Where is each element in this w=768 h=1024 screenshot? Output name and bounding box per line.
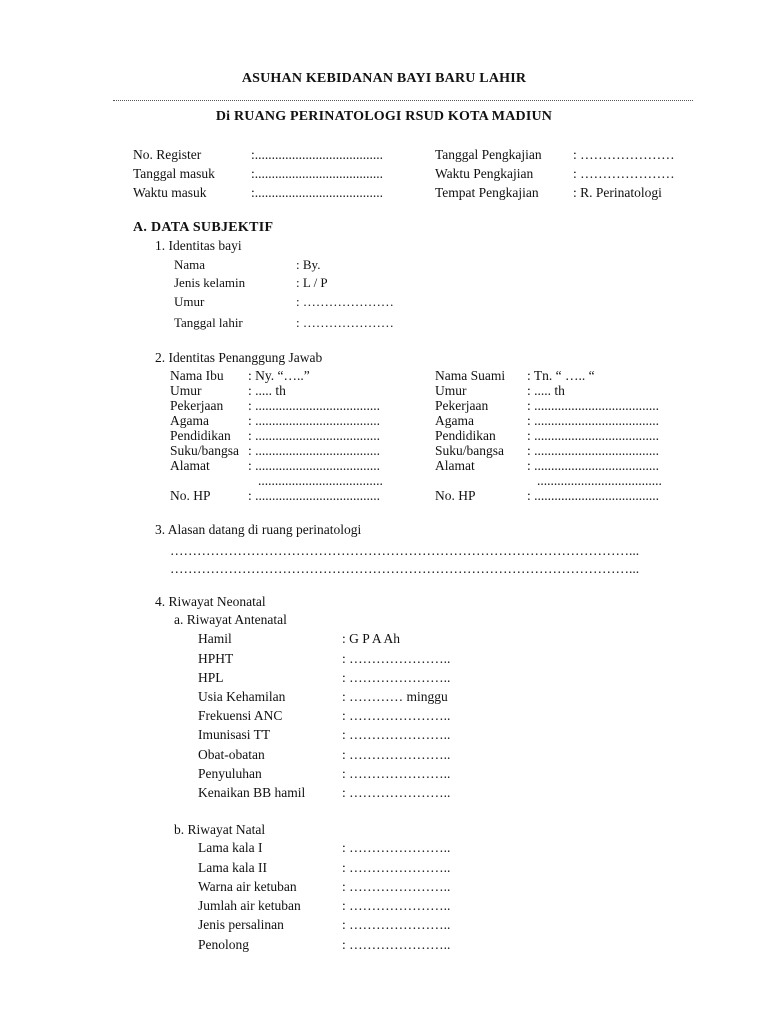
penanggung-jawab-heading: 2. Identitas Penanggung Jawab [155, 350, 323, 365]
lama-kala-2-value: : ………………….. [342, 860, 451, 875]
suku-bangsa-ibu-label: Suku/bangsa [170, 443, 239, 458]
jenis-kelamin-label: Jenis kelamin [174, 275, 246, 290]
hamil-value: : G P A Ah [342, 631, 401, 646]
tanggal-lahir-value: : ………………… [296, 315, 394, 330]
nama-bayi-value: : By. [296, 257, 321, 272]
frekuensi-anc-value: : ………………….. [342, 708, 451, 723]
lama-kala-2-label: Lama kala II [198, 860, 267, 875]
tanggal-masuk-value: :...................................... [251, 166, 384, 181]
nama-suami-label: Nama Suami [435, 368, 506, 383]
jumlah-air-ketuban-value: : ………………….. [342, 898, 451, 913]
lama-kala-1-label: Lama kala I [198, 840, 263, 855]
obat-obatan-value: : ………………….. [342, 747, 451, 762]
alasan-heading: 3. Alasan datang di ruang perinatologi [155, 522, 362, 537]
alamat-suami-label: Alamat [435, 458, 475, 473]
suku-bangsa-suami-label: Suku/bangsa [435, 443, 504, 458]
alamat-ibu-value: : ..................................... [248, 458, 381, 473]
imunisasi-tt-label: Imunisasi TT [198, 727, 271, 742]
alamat-ibu-line2: ..................................... [258, 473, 383, 488]
identitas-bayi-heading: 1. Identitas bayi [155, 238, 242, 253]
kenaikan-bb-label: Kenaikan BB hamil [198, 785, 306, 800]
tempat-pengkajian-label: Tempat Pengkajian [435, 185, 539, 200]
alasan-line-1: …………………………………………………………………………………………... [170, 543, 640, 558]
alamat-suami-line2: ..................................... [537, 473, 662, 488]
tanggal-pengkajian-value: : ………………… [573, 147, 675, 162]
pekerjaan-ibu-label: Pekerjaan [170, 398, 224, 413]
warna-air-ketuban-label: Warna air ketuban [198, 879, 297, 894]
no-register-label: No. Register [133, 147, 202, 162]
usia-kehamilan-value: : ………… minggu [342, 689, 448, 704]
lama-kala-1-value: : ………………….. [342, 840, 451, 855]
penyuluhan-label: Penyuluhan [198, 766, 262, 781]
waktu-pengkajian-label: Waktu Pengkajian [435, 166, 534, 181]
penolong-label: Penolong [198, 937, 250, 952]
usia-kehamilan-label: Usia Kehamilan [198, 689, 286, 704]
tanggal-pengkajian-label: Tanggal Pengkajian [435, 147, 542, 162]
jumlah-air-ketuban-label: Jumlah air ketuban [198, 898, 301, 913]
kenaikan-bb-value: : ………………….. [342, 785, 451, 800]
alasan-line-2: …………………………………………………………………………………………... [170, 561, 640, 576]
nama-ibu-label: Nama Ibu [170, 368, 224, 383]
no-register-value: :...................................... [251, 147, 384, 162]
hp-suami-value: : ..................................... [527, 488, 660, 503]
pendidikan-ibu-label: Pendidikan [170, 428, 231, 443]
hp-ibu-value: : ..................................... [248, 488, 381, 503]
waktu-pengkajian-value: : ………………… [573, 166, 675, 181]
riwayat-neonatal-heading: 4. Riwayat Neonatal [155, 594, 266, 609]
nama-bayi-label: Nama [174, 257, 206, 272]
agama-ibu-label: Agama [170, 413, 209, 428]
frekuensi-anc-label: Frekuensi ANC [198, 708, 283, 723]
waktu-masuk-label: Waktu masuk [133, 185, 207, 200]
page-subtitle: Di RUANG PERINATOLOGI RSUD KOTA MADIUN [215, 109, 553, 124]
umur-bayi-value: : ………………… [296, 294, 394, 309]
jenis-kelamin-value: : L / P [296, 275, 328, 290]
tanggal-lahir-label: Tanggal lahir [174, 315, 243, 330]
page-title: ASUHAN KEBIDANAN BAYI BARU LAHIR [241, 71, 527, 86]
umur-bayi-label: Umur [174, 294, 205, 309]
jenis-persalinan-value: : ………………….. [342, 917, 451, 932]
agama-suami-label: Agama [435, 413, 474, 428]
umur-suami-label: Umur [435, 383, 467, 398]
penolong-value: : ………………….. [342, 937, 451, 952]
dotted-separator [113, 100, 693, 103]
pendidikan-suami-value: : ..................................... [527, 428, 660, 443]
nama-ibu-value: : Ny. “…..” [248, 368, 310, 383]
imunisasi-tt-value: : ………………….. [342, 727, 451, 742]
alamat-suami-value: : ..................................... [527, 458, 660, 473]
pendidikan-suami-label: Pendidikan [435, 428, 496, 443]
obat-obatan-label: Obat-obatan [198, 747, 265, 762]
umur-ibu-value: : ..... th [248, 383, 286, 398]
jenis-persalinan-label: Jenis persalinan [198, 917, 284, 932]
tanggal-masuk-label: Tanggal masuk [133, 166, 215, 181]
pekerjaan-suami-value: : ..................................... [527, 398, 660, 413]
penyuluhan-value: : ………………….. [342, 766, 451, 781]
tempat-pengkajian-value: : R. Perinatologi [573, 185, 662, 200]
riwayat-antenatal-heading: a. Riwayat Antenatal [174, 612, 287, 627]
agama-ibu-value: : ..................................... [248, 413, 381, 428]
suku-bangsa-suami-value: : ..................................... [527, 443, 660, 458]
waktu-masuk-value: :...................................... [251, 185, 384, 200]
suku-bangsa-ibu-value: : ..................................... [248, 443, 381, 458]
hpht-label: HPHT [198, 651, 234, 666]
agama-suami-value: : ..................................... [527, 413, 660, 428]
hpht-value: : ………………….. [342, 651, 451, 666]
section-a-title: A. DATA SUBJEKTIF [133, 220, 274, 235]
hpl-label: HPL [198, 670, 224, 685]
umur-suami-value: : ..... th [527, 383, 565, 398]
riwayat-natal-heading: b. Riwayat Natal [174, 822, 266, 837]
hpl-value: : ………………….. [342, 670, 451, 685]
alamat-ibu-label: Alamat [170, 458, 210, 473]
pekerjaan-ibu-value: : ..................................... [248, 398, 381, 413]
nama-suami-value: : Tn. “ ….. “ [527, 368, 595, 383]
hp-ibu-label: No. HP [170, 488, 211, 503]
hp-suami-label: No. HP [435, 488, 476, 503]
pekerjaan-suami-label: Pekerjaan [435, 398, 489, 413]
hamil-label: Hamil [198, 631, 232, 646]
pendidikan-ibu-value: : ..................................... [248, 428, 381, 443]
warna-air-ketuban-value: : ………………….. [342, 879, 451, 894]
umur-ibu-label: Umur [170, 383, 202, 398]
